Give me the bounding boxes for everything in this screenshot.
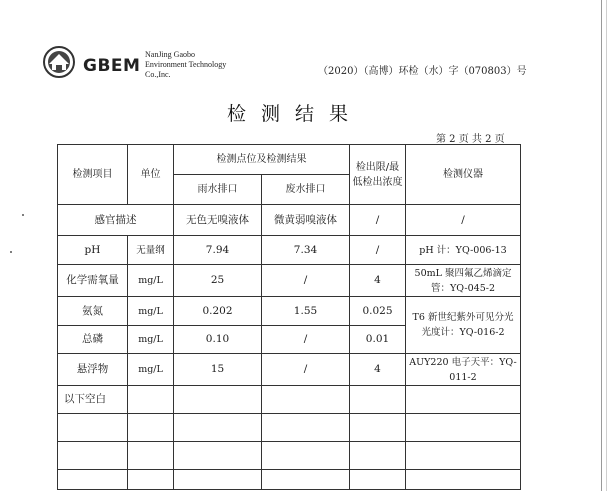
table-row-empty bbox=[58, 414, 521, 442]
page-title: 检测结果 bbox=[226, 103, 363, 125]
cell-item: 悬浮物 bbox=[58, 354, 128, 386]
page-edge bbox=[606, 0, 607, 491]
cell-instrument: pH 计：YQ-006-13 bbox=[406, 236, 521, 265]
cell-item: 化学需氧量 bbox=[58, 265, 128, 297]
table-row bbox=[58, 354, 521, 386]
header-unit: 单位 bbox=[128, 145, 174, 205]
cell-point2-value: 7.34 bbox=[262, 236, 350, 265]
cell-unit bbox=[128, 386, 174, 414]
gbem-logo-icon bbox=[43, 46, 75, 78]
cell-limit: / bbox=[350, 236, 406, 265]
cell-unit: mg/L bbox=[128, 265, 174, 297]
results-table bbox=[57, 144, 521, 490]
cell-limit: 0.01 bbox=[350, 326, 406, 354]
cell-limit: / bbox=[350, 205, 406, 236]
cell-instrument: / bbox=[406, 205, 521, 236]
cell-limit: 4 bbox=[350, 265, 406, 297]
cell-point2-value: / bbox=[262, 326, 350, 354]
table-row-empty bbox=[58, 470, 521, 490]
cell-limit bbox=[350, 386, 406, 414]
cell-unit: mg/L bbox=[128, 326, 174, 354]
cell-limit: 0.025 bbox=[350, 297, 406, 326]
cell-point2-value: 1.55 bbox=[262, 297, 350, 326]
report-number: （2020）（高博）环检（水）字（070803）号 bbox=[318, 66, 527, 77]
cell-point2-value: / bbox=[262, 354, 350, 386]
company-line: Environment Technology bbox=[145, 60, 227, 69]
scan-speck bbox=[10, 251, 12, 253]
scan-speck bbox=[22, 214, 24, 216]
table-row bbox=[58, 236, 521, 265]
cell-point2-value: / bbox=[262, 265, 350, 297]
cell-point1-value bbox=[174, 386, 262, 414]
header-point1: 雨水排口 bbox=[174, 175, 262, 205]
table-header-row bbox=[58, 145, 521, 175]
cell-point1-value: 0.202 bbox=[174, 297, 262, 326]
cell-point2-value: 微黄弱嗅液体 bbox=[262, 205, 350, 236]
cell-point1-value: 15 bbox=[174, 354, 262, 386]
cell-unit: mg/L bbox=[128, 297, 174, 326]
company-line: Co.,Inc. bbox=[145, 70, 171, 79]
table-row bbox=[58, 386, 521, 414]
cell-point2-value bbox=[262, 386, 350, 414]
header-item: 检测项目 bbox=[58, 145, 128, 205]
company-name bbox=[145, 50, 226, 80]
brand-name: GBEM bbox=[83, 56, 141, 76]
header-points-group: 检测点位及检测结果 bbox=[174, 145, 350, 175]
cell-point1-value: 0.10 bbox=[174, 326, 262, 354]
cell-item: 氨氮 bbox=[58, 297, 128, 326]
cell-point1-value: 无色无嗅液体 bbox=[174, 205, 262, 236]
table-row bbox=[58, 205, 521, 236]
cell-instrument: AUY220 电子天平：YQ-011-2 bbox=[406, 354, 521, 386]
header-limit: 检出限/最低检出浓度 bbox=[350, 145, 406, 205]
cell-instrument bbox=[406, 386, 521, 414]
header-instrument: 检测仪器 bbox=[406, 145, 521, 205]
cell-instrument: 50mL 聚四氟乙烯滴定管：YQ-045-2 bbox=[406, 265, 521, 297]
cell-item: pH bbox=[58, 236, 128, 265]
cell-unit: 无量纲 bbox=[128, 236, 174, 265]
table-row bbox=[58, 297, 521, 326]
company-line: NanJing Gaobo bbox=[145, 50, 195, 59]
cell-unit: mg/L bbox=[128, 354, 174, 386]
table-row bbox=[58, 265, 521, 297]
table-row-empty bbox=[58, 442, 521, 470]
header-point2: 废水排口 bbox=[262, 175, 350, 205]
cell-item: 总磷 bbox=[58, 326, 128, 354]
page-edge bbox=[601, 0, 602, 491]
cell-item: 感官描述 bbox=[58, 205, 174, 236]
cell-item: 以下空白 bbox=[58, 386, 128, 414]
cell-instrument: T6 新世纪紫外可见分光光度计：YQ-016-2 bbox=[406, 297, 521, 354]
cell-point1-value: 25 bbox=[174, 265, 262, 297]
cell-limit: 4 bbox=[350, 354, 406, 386]
cell-point1-value: 7.94 bbox=[174, 236, 262, 265]
page-number: 第 2 页 共 2 页 bbox=[436, 134, 505, 145]
